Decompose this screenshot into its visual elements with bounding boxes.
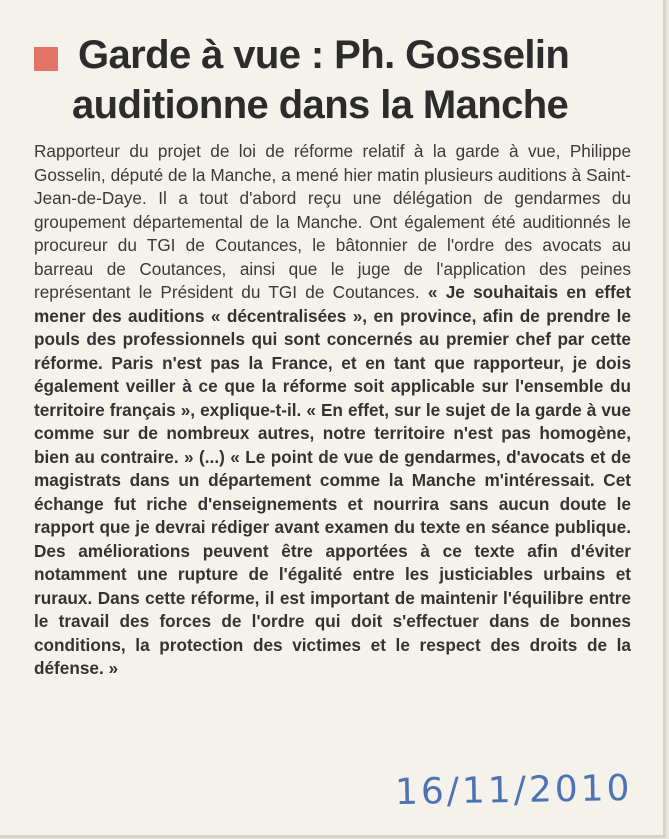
title-line-2: auditionne dans la Manche: [72, 83, 569, 127]
article-quote: « Je souhaitais en effet mener des auditions « décentralisées », en province, afin de prendre le pouls des professionnels qui sont concernés au premier chef par cette réforme. Paris n'est pas la France, et en tant que rapporteur, je dois également veiller à ce que la réforme soit applicable sur l'ensemble du territoire français », explique-t-il. « En effet, sur le sujet de la garde à vue comme sur de nombreux autres, notre territoire n'est pas homogène, bien au contraire. » (...) « Le point de vue de gendarmes, d'avocats et de magistrats dans un département comme la Manche m'intéressait. Cet échange fut riche d'enseignements et nourrira sans aucun doute le rapport que je devrai rédiger avant examen du texte en séance publique. Des améliorations peuvent être apportées à ce texte afin d'éviter notamment une rupture de l'égalité entre les justiciables urbains et ruraux. Dans cette réforme, il est important de maintenir l'équilibre entre le travail des forces de l'ordre qui doit s'effectuer dans de bonnes conditions, la protection des victimes et le respect des droits de la défense. »: [34, 282, 631, 678]
headline-marker-square: [34, 47, 58, 71]
article-intro: Rapporteur du projet de loi de réforme relatif à la garde à vue, Philippe Gosselin, député de la Manche, a mené hier matin plusieurs auditions à Saint-Jean-de-Daye. Il a tout d'abord reçu une délégation de gendarmes du groupement départemental de la Manche. Ont également été auditionnés le procureur du TGI de Coutances, le bâtonnier de l'ordre des avocats au barreau de Coutances, ainsi que le juge de l'application des peines représentant le Président du TGI de Coutances.: [34, 141, 631, 302]
article-paragraph: [34, 140, 631, 681]
article-body: [34, 140, 631, 681]
title-line-1: Garde à vue : Ph. Gosselin: [78, 33, 570, 77]
handwritten-date-stamp: 16/11/2010: [394, 767, 633, 814]
article-title: [34, 30, 654, 130]
headline: [34, 30, 654, 130]
